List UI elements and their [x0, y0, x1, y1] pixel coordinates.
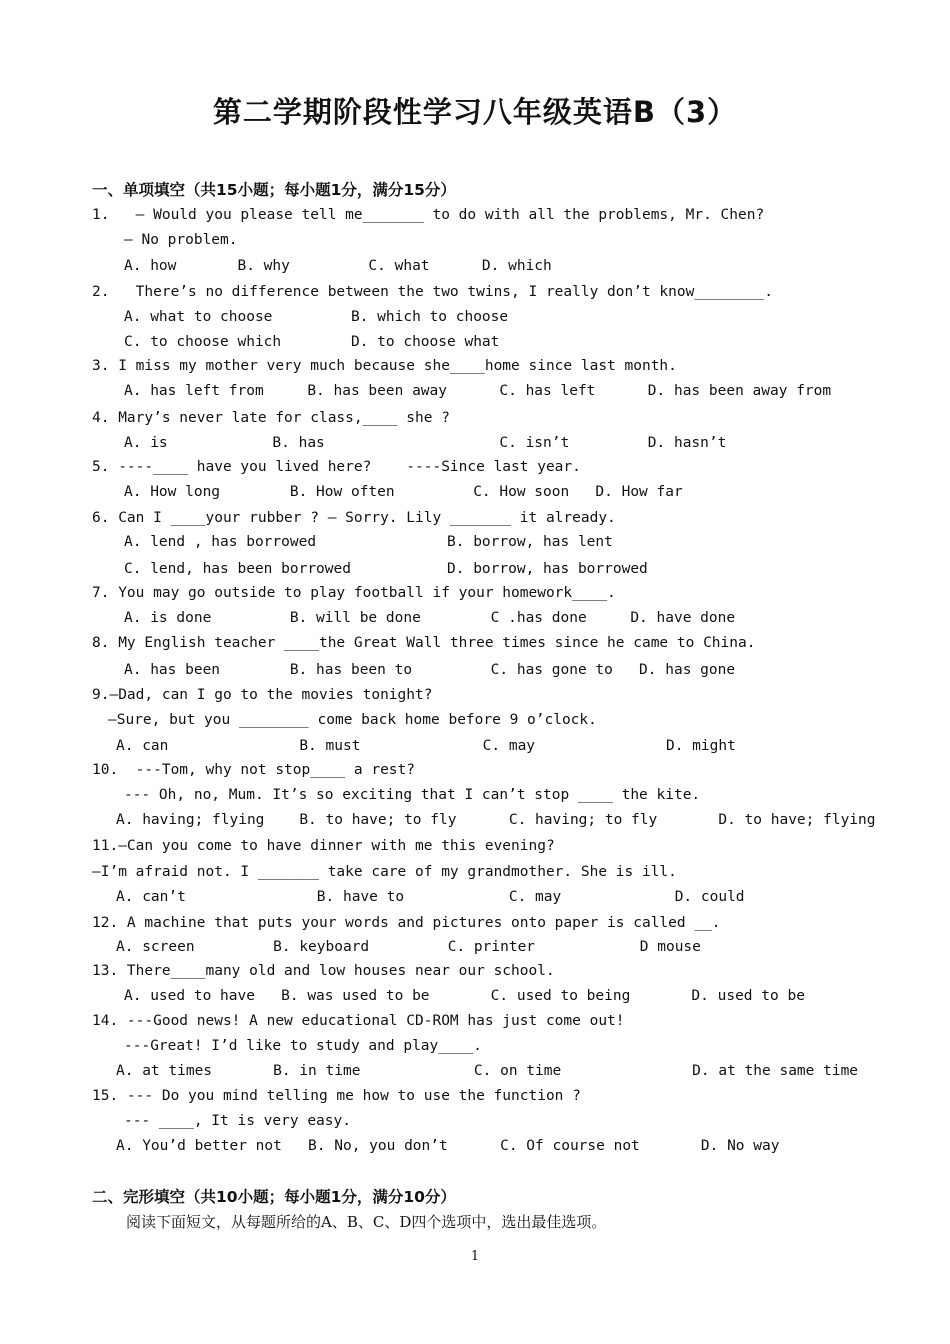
q8-stem: 8. My English teacher ____the Great Wall three times since he came to China. — [92, 635, 756, 651]
q2-options-cd: C. to choose which D. to choose what — [124, 334, 500, 350]
q10-options: A. having; flying B. to have; to fly C. having; to fly D. to have; flying — [116, 812, 876, 828]
q5-stem: 5. ----____ have you lived here? ----Since last year. — [92, 459, 581, 475]
q3-options: A. has left from B. has been away C. has left D. has been away from — [124, 383, 832, 399]
q3-stem: 3. I miss my mother very much because she____home since last month. — [92, 358, 677, 374]
q1-options: A. how B. why C. what D. which — [124, 258, 552, 274]
section-1-heading: 一、单项填空（共15小题；每小题1分，满分15分） — [92, 181, 456, 199]
q9-response: —Sure, but you ________ come back home before 9 o’clock. — [108, 712, 597, 728]
q8-options: A. has been B. has been to C. has gone to D. has gone — [124, 662, 736, 678]
q6-options-cd: C. lend, has been borrowed D. borrow, has borrowed — [124, 561, 648, 577]
q15-options: A. You’d better not B. No, you don’t C. Of course not D. No way — [116, 1138, 780, 1154]
q13-options: A. used to have B. was used to be C. used to being D. used to be — [124, 988, 805, 1004]
q11-response: —I’m afraid not. I _______ take care of my grandmother. She is ill. — [92, 864, 677, 880]
q14-stem: 14. ---Good news! A new educational CD-ROM has just come out! — [92, 1013, 625, 1029]
q2-options-ab: A. what to choose B. which to choose — [124, 309, 509, 325]
q7-options: A. is done B. will be done C .has done D. have done — [124, 610, 736, 626]
q15-response: --- ____, It is very easy. — [124, 1113, 351, 1129]
q9-stem: 9.—Dad, can I go to the movies tonight? — [92, 687, 433, 703]
q12-stem: 12. A machine that puts your words and pictures onto paper is called __. — [92, 915, 721, 931]
section-2-heading: 二、完形填空（共10小题；每小题1分，满分10分） — [92, 1188, 456, 1206]
q6-stem: 6. Can I ____your rubber ? – Sorry. Lily _______ it already. — [92, 510, 616, 526]
q15-stem: 15. --- Do you mind telling me how to use the function ? — [92, 1088, 581, 1104]
page-number: 1 — [470, 1249, 480, 1264]
q5-options: A. How long B. How often C. How soon D. How far — [124, 484, 683, 500]
q4-options: A. is B. has C. isn’t D. hasn’t — [124, 435, 727, 451]
q4-stem: 4. Mary’s never late for class,____ she ? — [92, 410, 450, 426]
q11-stem: 11.—Can you come to have dinner with me this evening? — [92, 838, 555, 854]
q2-stem: 2. There’s no difference between the two twins, I really don’t know________. — [92, 284, 773, 300]
q12-options: A. screen B. keyboard C. printer D mouse — [116, 939, 701, 955]
q14-response: ---Great! I’d like to study and play____. — [124, 1038, 482, 1054]
q10-response: --- Oh, no, Mum. It’s so exciting that I can’t stop ____ the kite. — [124, 787, 701, 803]
q7-stem: 7. You may go outside to play football if your homework____. — [92, 585, 616, 601]
q1-response: — No problem. — [124, 232, 238, 248]
section-2-instruction: 阅读下面短文，从每题所给的A、B、C、D四个选项中，选出最佳选项。 — [126, 1213, 607, 1231]
q10-stem: 10. ---Tom, why not stop____ a rest? — [92, 762, 416, 778]
q13-stem: 13. There____many old and low houses near our school. — [92, 963, 555, 979]
page-title: 第二学期阶段性学习八年级英语B（3） — [212, 95, 738, 129]
q6-options-ab: A. lend , has borrowed B. borrow, has lent — [124, 534, 613, 550]
q1-stem: 1. — Would you please tell me_______ to do with all the problems, Mr. Chen? — [92, 207, 765, 223]
q14-options: A. at times B. in time C. on time D. at the same time — [116, 1063, 859, 1079]
q11-options: A. can’t B. have to C. may D. could — [116, 889, 745, 905]
q9-options: A. can B. must C. may D. might — [116, 738, 736, 754]
